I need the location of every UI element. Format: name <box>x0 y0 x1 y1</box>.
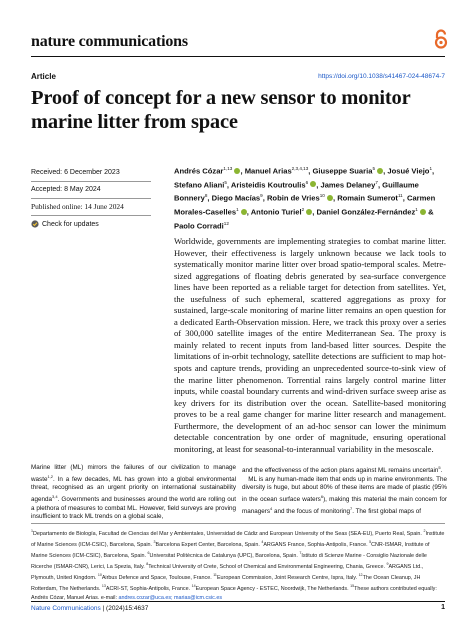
author-name[interactable]: Josué Viejo <box>387 166 430 176</box>
affiliation-text: ARGANS Ltd., Plymouth, United Kingdom. <box>31 564 424 582</box>
affiliations-rule <box>31 523 445 524</box>
author-affiliation-ref: 8 <box>204 193 208 199</box>
affiliation-text: ACRI-ST, Sophia-Antipolis, France. <box>105 586 192 593</box>
body-text: ), making this material the main concern for managers <box>242 495 447 515</box>
author-name[interactable]: Robin de Vries <box>266 194 320 203</box>
author-affiliation-ref: 1 <box>236 207 239 213</box>
citation-ref[interactable]: 3,4 <box>52 493 58 499</box>
affiliation-text: CNR-ISMAR, Institute of Marine Sciences (ICM-CSIC), Barcelona, Spain. <box>31 541 430 559</box>
check-updates-label: Check for updates <box>42 220 99 228</box>
affiliation-number: 14 <box>191 584 196 589</box>
affiliation-text: ARGANS France, Sophia-Antipolis, France. <box>263 541 370 548</box>
header-rule <box>31 56 445 57</box>
affiliation-text: Barcelona Expert Center, Barcelona, Spain. <box>155 541 262 548</box>
orcid-icon[interactable] <box>234 168 240 174</box>
affiliation-text: These authors contributed equally: Andrés Cózar, Manuel Arias. <box>31 586 437 601</box>
affiliation-number: 2 <box>423 529 426 533</box>
author-name[interactable]: Romain Sumerot <box>337 194 398 203</box>
citation-ref[interactable]: 6 <box>320 493 324 499</box>
author-affiliation-ref: 9 <box>260 193 263 199</box>
author-name[interactable]: Diego Macías <box>211 194 261 203</box>
author-name[interactable]: Giuseppe Suaria <box>312 166 373 176</box>
published-date: Published online: 14 June 2024 <box>31 199 151 216</box>
author-name[interactable]: James Delaney <box>320 180 376 190</box>
affiliation-text: European Commission, Joint Research Centre, Ispra, Italy. <box>216 575 359 582</box>
author-affiliation-ref: 1 <box>429 166 433 171</box>
author-name[interactable]: Daniel González-Fernández <box>316 207 416 217</box>
affiliation-number: 7 <box>299 551 302 556</box>
author-name[interactable]: Andrés Cózar <box>174 166 224 176</box>
body-column-1 <box>31 464 236 522</box>
affiliation-number: 3 <box>153 540 156 545</box>
author-name[interactable]: Manuel Arias <box>244 166 292 176</box>
affiliations <box>31 527 445 602</box>
footer-volume: | (2024)15:4637 <box>100 605 149 612</box>
received-date: Received: 6 December 2023 <box>31 165 151 182</box>
body-column-2 <box>242 464 447 516</box>
affiliation-number: 9 <box>386 562 389 567</box>
article-title: Proof of concept for a new sensor to monitor marine litter from space <box>31 87 411 133</box>
author-name[interactable]: Antonio Turiel <box>250 207 302 217</box>
body-text: Marine litter (ML) mirrors the failures of our civilization to manage waste <box>31 464 236 483</box>
body-text: . <box>440 467 443 475</box>
author-name[interactable]: Paolo Corradi <box>174 221 224 231</box>
orcid-icon[interactable] <box>306 209 312 215</box>
orcid-icon[interactable] <box>241 209 247 215</box>
affiliation-number: 11 <box>213 573 217 578</box>
author-affiliation-ref: 2 <box>301 207 305 213</box>
citation-ref[interactable]: 7 <box>349 505 353 511</box>
journal-name: nature communications <box>31 33 188 50</box>
affiliation-text: Istituto di Scienze Marine - Consiglio Nazionale delle Ricerche (ISMAR-CNR), Lerici, La Spezia, Italy. <box>31 552 427 571</box>
body-text: . In a few decades, ML has grown into a global environmental threat, recognised as an urgent priority on international sustainability agenda <box>31 475 236 503</box>
article-dates <box>31 165 151 228</box>
affiliation-number: 10 <box>97 573 102 578</box>
author-name[interactable]: Guillaume Bonnery <box>174 180 419 203</box>
orcid-icon[interactable] <box>310 181 316 187</box>
affiliation-number: 12 <box>358 573 363 578</box>
author-name[interactable]: Carmen Morales-Caselles <box>174 194 436 217</box>
affiliation-number: 1 <box>31 529 33 533</box>
author-affiliation-ref: 12 <box>223 220 229 226</box>
orcid-icon[interactable] <box>327 195 333 201</box>
body-text: . Governments and businesses around the world are rolling out a plethora of measures to combat ML. However, field surveys are proving insufficient to track ML trends on a global scale, <box>31 495 236 521</box>
citation-ref[interactable]: 4 <box>270 505 273 511</box>
footer-citation <box>31 605 148 612</box>
email-link[interactable]: andres.cozar@uca.es; marias@icm.csic.es <box>118 594 223 601</box>
footer-rule <box>31 601 445 602</box>
accepted-date: Accepted: 8 May 2024 <box>31 182 151 199</box>
orcid-icon[interactable] <box>420 209 426 215</box>
author-affiliation-ref: 2,3,4,13 <box>291 166 309 171</box>
check-updates-icon <box>31 220 39 228</box>
author-affiliation-ref: 6 <box>305 179 309 185</box>
doi-link[interactable]: https://doi.org/10.1038/s41467-024-48674-7 <box>318 73 445 80</box>
body-text: . The first global maps of <box>352 507 422 515</box>
affiliation-number: 8 <box>146 562 149 567</box>
body-text: and the focus of monitoring <box>272 507 350 515</box>
citation-ref[interactable]: 1,2 <box>47 473 54 479</box>
orcid-icon[interactable] <box>377 168 383 174</box>
author-affiliation-ref: 1 <box>415 207 418 213</box>
affiliation-text: Institute of Marine Sciences (ICM-CSIC), Barcelona, Spain. <box>31 530 445 548</box>
affiliation-number: 5 <box>369 540 372 545</box>
article-type: Article <box>31 72 56 81</box>
author-affiliation-ref: 1,13 <box>223 166 233 171</box>
author-name[interactable]: Aristeidis Koutroulis <box>230 180 306 190</box>
affiliation-number: 13 <box>101 584 106 589</box>
abstract: Worldwide, governments are implementing strategies to combat marine litter. However, their effectiveness is largely unknown because we lack tools to systematically monitor marine litter over broad spatio-temporal scales. Metre-sized aggregations of floating debris generated by sea-surface convergence lines have been reported as a reliable target for detection from satellites. Yet, the usefulness of such ephemeral, scattered aggregations as proxy for sustained, large-scale monitoring of marine litter remains an open question for a dedicated Earth-Observation mission. Here, we track this proxy over a series of 300,000 satellite images of the entire Mediterranean Sea. The proxy is mainly related to recent inputs from land-based litter sources. Despite the limitations of in-orbit technology, satellite detections are sufficient to map hot-spots and capture trends, providing an unprecedented source-to-sink view of the marine litter phenomenon. Torrential rains largely control marine litter inputs, while coastal boundary currents and wind-driven surface sweep arise as key drivers for its distribution over the ocean. Satellite-based monitoring proves to be a real game changer for marine litter research and management. Furthermore, the development of an ad-hoc sensor can lower the minimum detectable concentration by one order of magnitude, ensuring operational monitoring, at least for seasonal-to-interannual variability in the mesoscale. <box>174 236 446 454</box>
affiliation-number: 4 <box>261 540 264 545</box>
open-access-icon <box>434 29 448 49</box>
check-updates-button[interactable] <box>31 220 151 228</box>
affiliation-text: Universitat Politècnica de Catalunya (UPC), Barcelona, Spain. <box>149 552 300 559</box>
author-affiliation-ref: 7 <box>375 179 378 185</box>
affiliation-text: Airbus Defence and Space, Toulouse, France. <box>101 575 214 582</box>
author-affiliation-ref: 5 <box>372 166 376 171</box>
affiliation-text: The Ocean Cleanup, JH Rotterdam, The Netherlands. <box>31 575 421 593</box>
author-affiliation-ref: 5 <box>224 179 227 185</box>
author-affiliation-ref: 11 <box>397 193 403 199</box>
footer-journal[interactable]: Nature Communications <box>31 605 101 612</box>
body-text: and the effectiveness of the action plans against ML remains uncertain <box>242 467 439 475</box>
affiliation-number: 6 <box>147 551 150 556</box>
author-name[interactable]: Stefano Aliani <box>174 180 225 190</box>
author-affiliation-ref: 10 <box>319 193 325 199</box>
affiliation-number: 15 <box>350 584 355 589</box>
author-list: Andrés Cózar$^{1,13}$ , Manuel Arias$^{2,3,4,13}$, Giuseppe Suaria$^5$ , Josué Viejo$^1$, Stefano Aliani$^5$, Aristeidis Koutroulis$^6$ , James Delaney$^7$, Guillaume Bonnery$^8$, Diego Macías$^9$, Robin de Vries$^{10}$ , Romain Sumerot$^{11}$, Carmen Morales-Caselles$^1$ , Antonio Turiel$^2$ , Daniel González-Fernández$^1$ & Paolo Corradi$^{12}$ <box>174 166 436 231</box>
citation-ref[interactable]: 5 <box>438 465 441 470</box>
email-label: e-mail: <box>100 594 119 601</box>
affiliation-text: European Space Agency - ESTEC, Noordwijk, The Netherlands. <box>195 586 351 593</box>
body-text: ML is any human-made item that ends up in marine environments. The diversity is huge, but about 80% of these items are made of plastic (95% in the ocean surface waters <box>242 475 447 503</box>
affiliation-text: Technical University of Crete, School of Chemical and Environmental Engineering, Chania, Greece. <box>148 564 387 571</box>
page-number: 1 <box>441 604 445 611</box>
affiliation-text: Departamento de Biología, Facultad de Ciencias del Mar y Ambientales, Universidad de Cádiz and European University of the Seas (SEA-EU), Puerto Real, Spain. <box>33 530 424 537</box>
